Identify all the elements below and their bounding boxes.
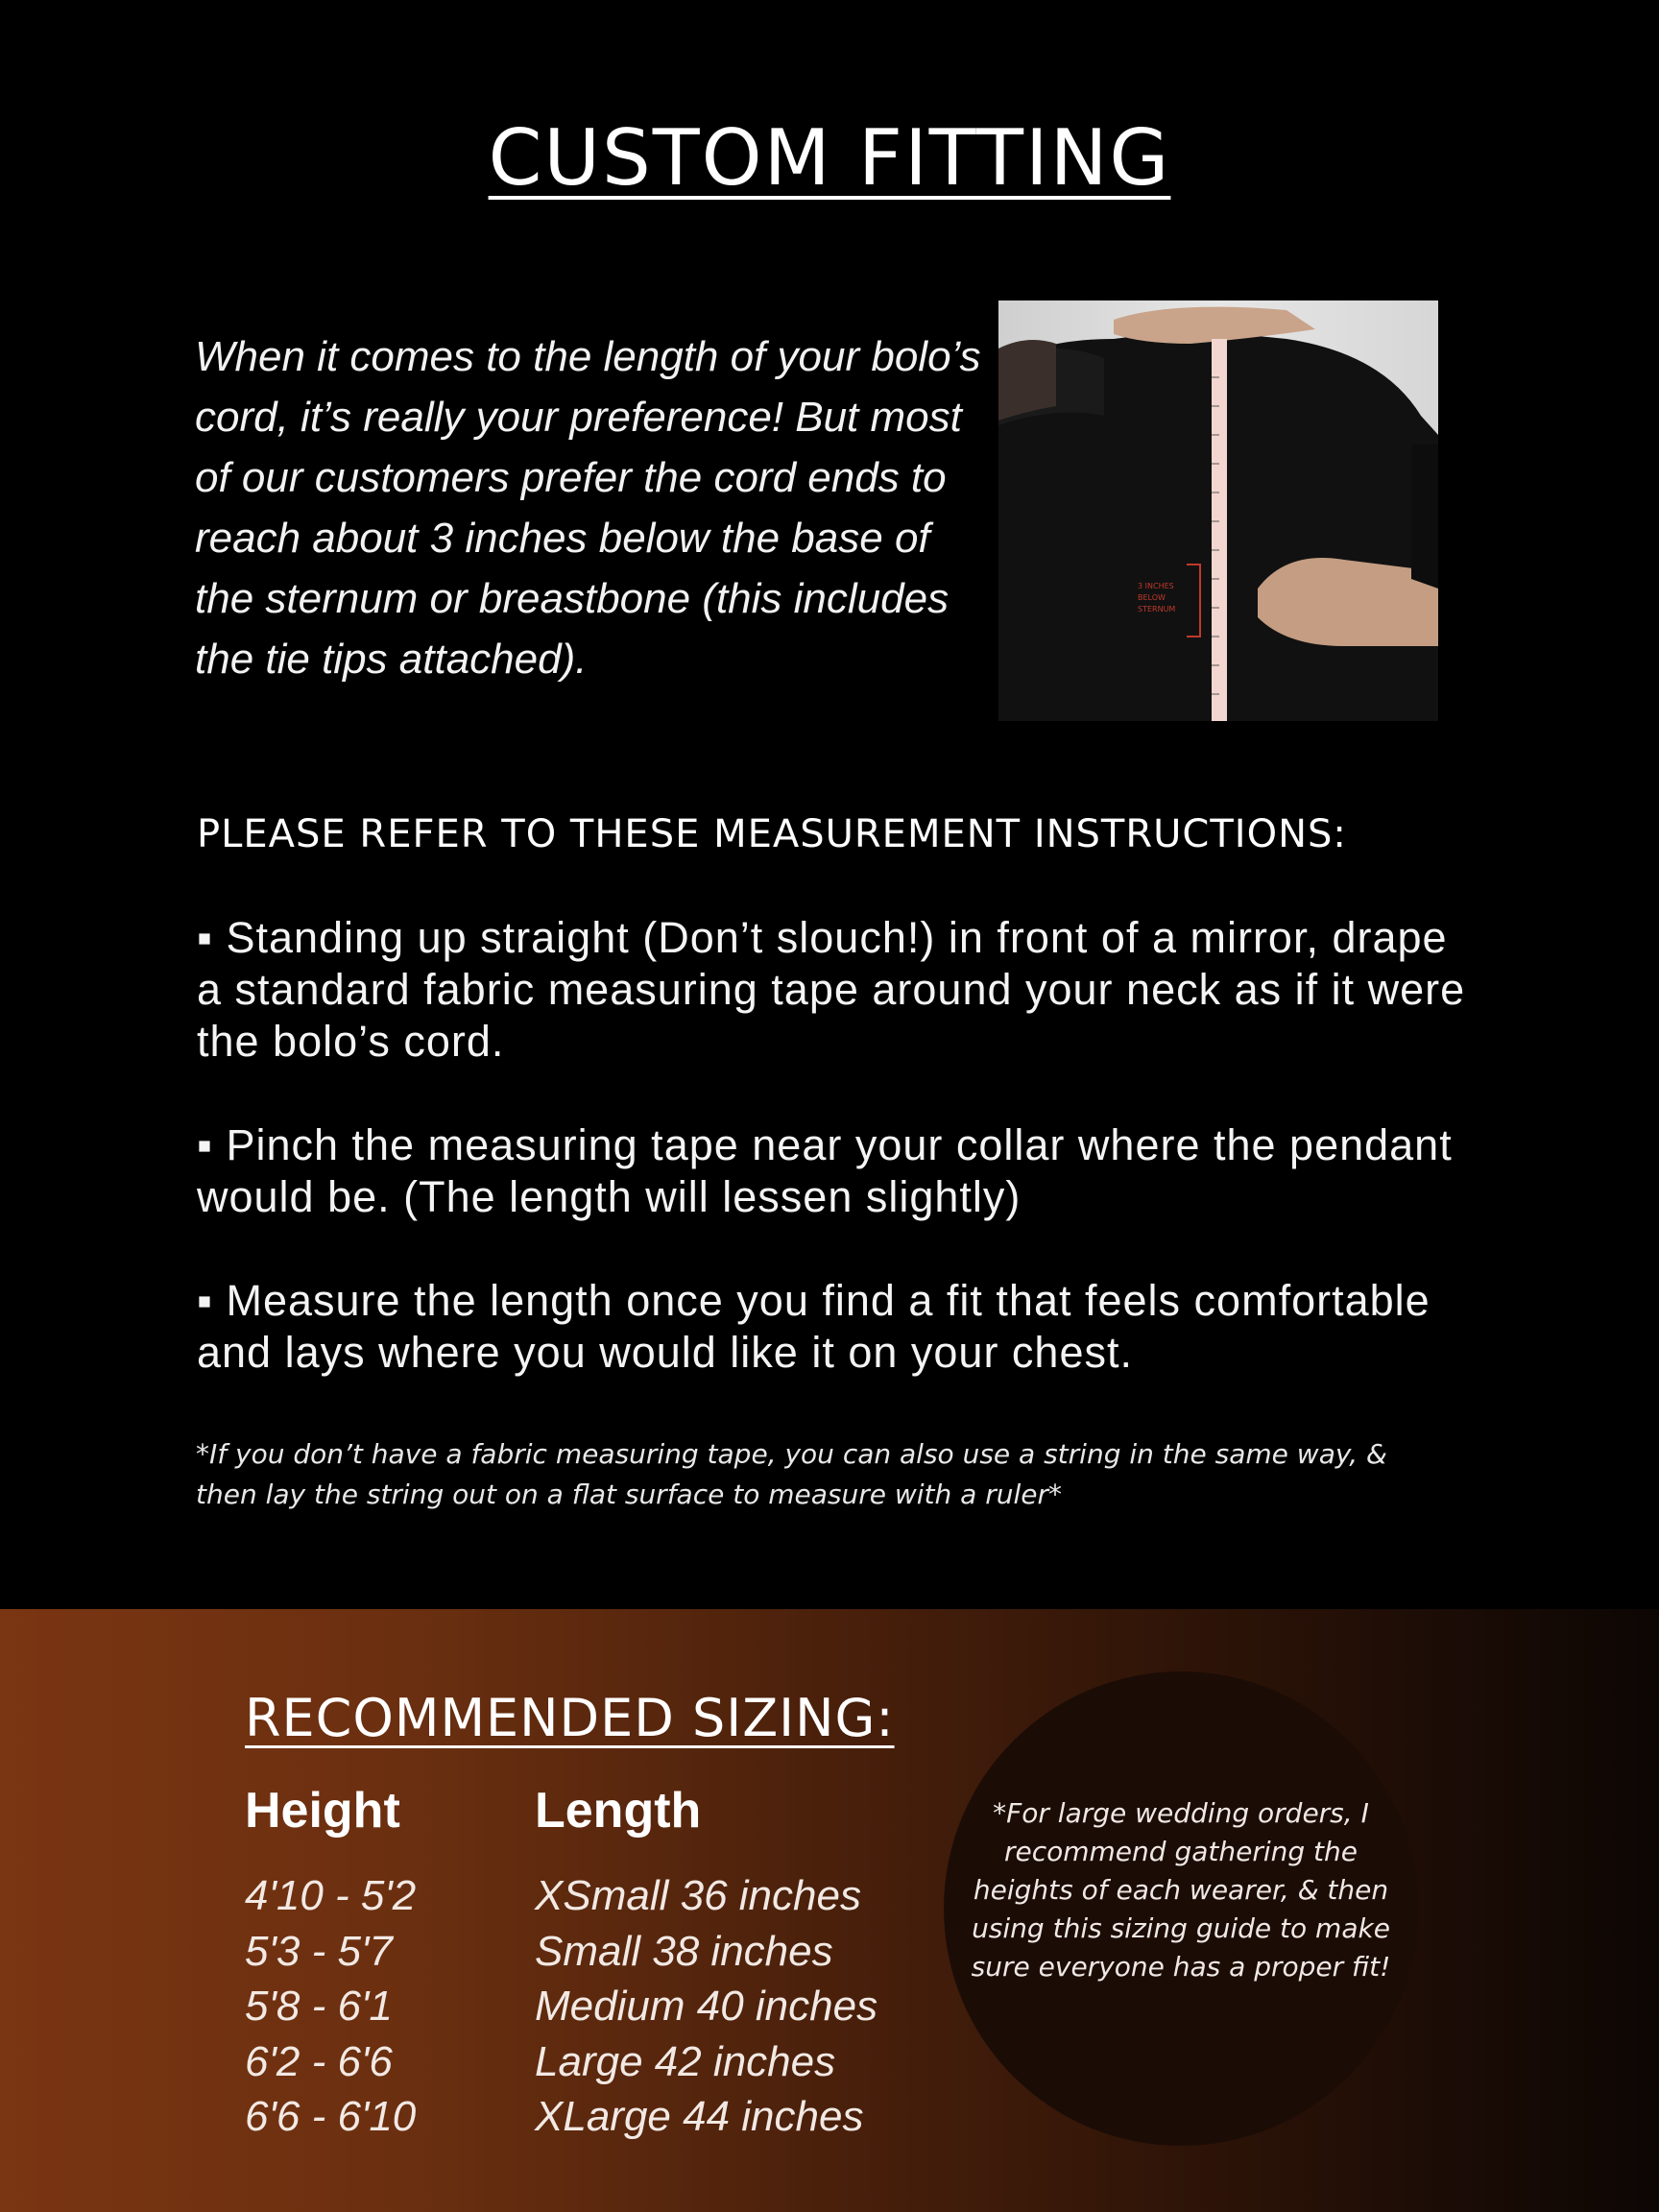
measuring-illustration — [998, 301, 1438, 721]
length-row: Large 42 inches — [535, 2037, 836, 2085]
sizing-section — [0, 1609, 1659, 2212]
length-column — [535, 1868, 878, 2145]
sizing-title: RECOMMENDED SIZING: — [245, 1688, 895, 1748]
instruction-step-1: ▪ Standing up straight (Don’t slouch!) in front of a mirror, drape a standard fabric measuring tape around your neck as if it were the bolo’s cord. — [197, 913, 1466, 1066]
wedding-note-circle — [944, 1671, 1418, 2146]
height-row: 5'3 - 5'7 — [245, 1927, 393, 1975]
height-row: 5'8 - 6'1 — [245, 1983, 393, 2030]
wedding-note-text: *For large wedding orders, I recommend gathering the heights of each wearer, & then using this sizing guide to make sure everyone has a proper fit! — [971, 1797, 1391, 1983]
instruction-step-3: ▪ Measure the length once you find a fit that feels comfortable and lays where you would like it on your chest. — [197, 1276, 1431, 1377]
page-title: CUSTOM FITTING — [488, 113, 1171, 203]
annotation-line-1: 3 INCHES — [1138, 582, 1174, 590]
height-column — [245, 1868, 416, 2145]
length-column-header: Length — [535, 1783, 702, 1839]
height-row: 6'6 - 6'10 — [245, 2093, 417, 2140]
length-row: XSmall 36 inches — [535, 1872, 861, 1919]
measuring-tape — [1212, 339, 1227, 721]
string-alternative-note: *If you don’t have a fabric measuring tape, you can also use a string in the same way, & then lay the string out on a flat surface to measure with a ruler* — [196, 1438, 1387, 1510]
length-row: Medium 40 inches — [535, 1983, 878, 2030]
intro-paragraph: When it comes to the length of your bolo’s cord, it’s really your preference! But most of our customers prefer the cord ends to reach about 3 inches below the base of the sternum or breastbone (this includes the tie tips attached). — [195, 333, 981, 683]
measuring-photo — [998, 301, 1438, 721]
annotation-line-3: STERNUM — [1138, 605, 1176, 613]
height-row: 6'2 - 6'6 — [245, 2037, 393, 2085]
annotation-line-2: BELOW — [1138, 593, 1166, 602]
length-row: XLarge 44 inches — [535, 2093, 864, 2140]
height-row: 4'10 - 5'2 — [245, 1872, 417, 1919]
length-row: Small 38 inches — [535, 1927, 833, 1975]
height-column-header: Height — [245, 1783, 400, 1839]
instruction-step-2: ▪ Pinch the measuring tape near your collar where the pendant would be. (The length will lessen slightly) — [197, 1120, 1453, 1221]
instructions-heading: PLEASE REFER TO THESE MEASUREMENT INSTRUCTIONS: — [197, 812, 1347, 856]
